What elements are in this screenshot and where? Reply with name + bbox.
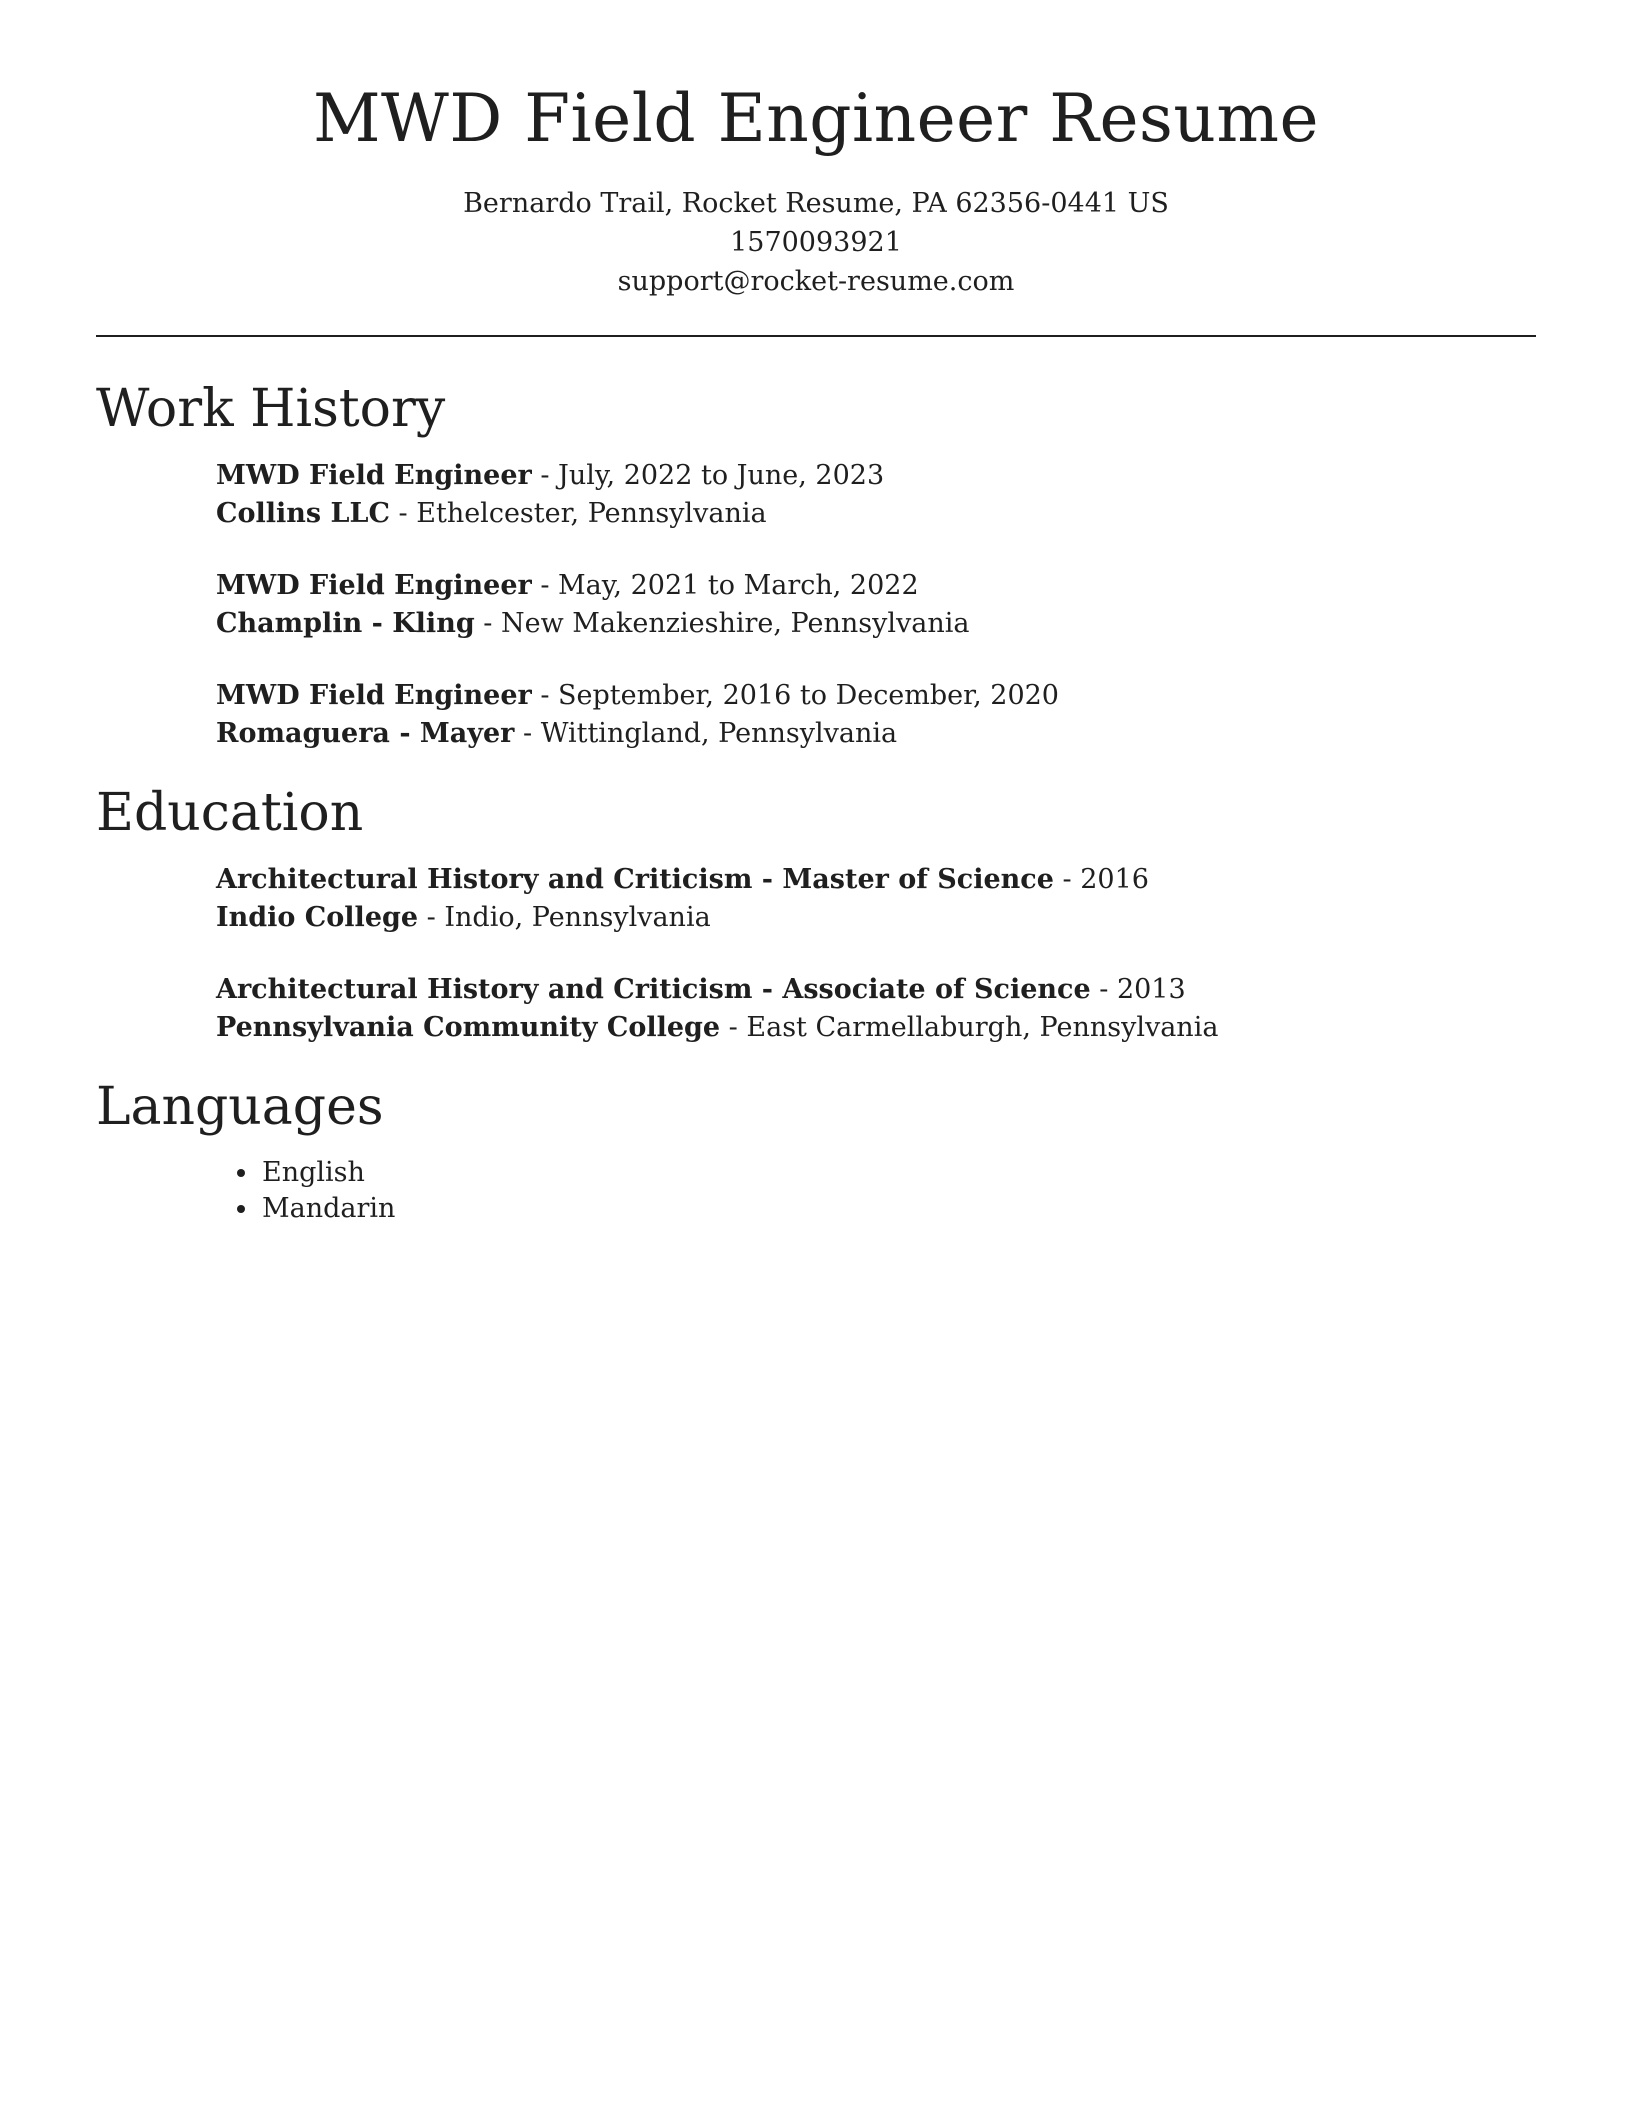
- language-item: • Mandarin: [260, 1191, 1536, 1227]
- contact-info: [96, 184, 1536, 301]
- work-history-heading: Work History: [96, 379, 446, 439]
- contact-email: support@rocket-resume.com: [617, 266, 1015, 297]
- education-location: - Indio, Pennsylvania: [418, 902, 711, 933]
- work-location: - New Makenzieshire, Pennsylvania: [474, 608, 970, 639]
- languages-heading: Languages: [96, 1077, 384, 1137]
- work-company: Romaguera - Mayer: [216, 718, 515, 749]
- work-entry: [216, 567, 1536, 643]
- work-role: MWD Field Engineer: [216, 680, 532, 711]
- education-location: - East Carmellaburgh, Pennsylvania: [720, 1012, 1219, 1043]
- contact-address: Bernardo Trail, Rocket Resume, PA 62356-0441 US: [463, 188, 1169, 219]
- work-company: Champlin - Kling: [216, 608, 475, 639]
- work-location: - Wittingland, Pennsylvania: [514, 718, 898, 749]
- work-entry: [216, 677, 1536, 753]
- language-item: • English: [260, 1155, 1536, 1191]
- education-field: Architectural History and Criticism - Associate of Science: [216, 974, 1091, 1005]
- education-school: Indio College: [216, 902, 419, 933]
- contact-phone: 1570093921: [730, 227, 902, 258]
- work-role: MWD Field Engineer: [216, 460, 532, 491]
- education-list: [216, 861, 1536, 1047]
- education-entry: [216, 971, 1536, 1047]
- resume-title: MWD Field Engineer Resume: [312, 80, 1320, 157]
- education-entry: [216, 861, 1536, 937]
- resume-header: [96, 0, 1536, 301]
- languages-list: [96, 1155, 1536, 1227]
- resume-page: [96, 0, 1536, 1227]
- work-entry: [216, 457, 1536, 533]
- education-year: - 2013: [1090, 974, 1186, 1005]
- header-divider: [96, 335, 1536, 337]
- work-role: MWD Field Engineer: [216, 570, 532, 601]
- work-dates: - July, 2022 to June, 2023: [531, 460, 885, 491]
- work-location: - Ethelcester, Pennsylvania: [389, 498, 767, 529]
- work-history-list: [216, 457, 1536, 753]
- work-company: Collins LLC: [216, 498, 390, 529]
- education-year: - 2016: [1053, 864, 1149, 895]
- education-school: Pennsylvania Community College: [216, 1012, 721, 1043]
- work-dates: - May, 2021 to March, 2022: [531, 570, 919, 601]
- work-dates: - September, 2016 to December, 2020: [531, 680, 1059, 711]
- education-field: Architectural History and Criticism - Master of Science: [216, 864, 1054, 895]
- education-heading: Education: [96, 783, 364, 843]
